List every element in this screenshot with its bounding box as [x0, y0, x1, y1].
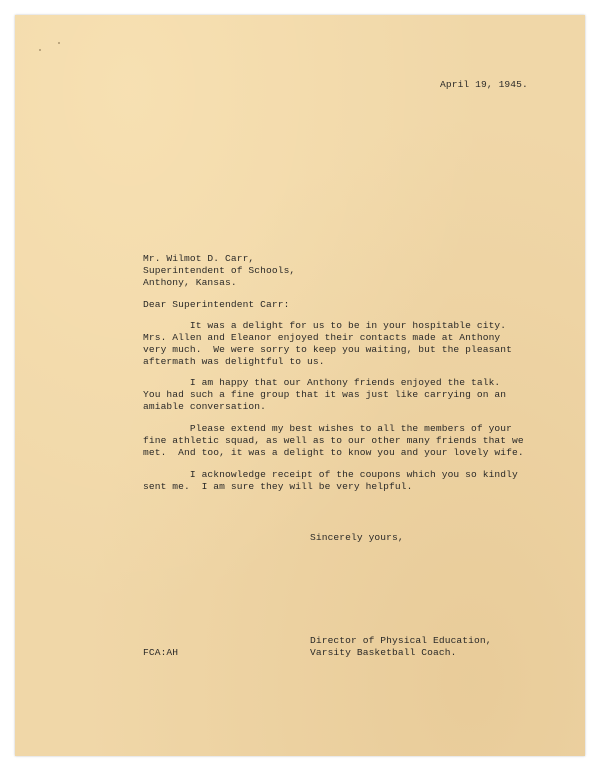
paragraph-line: amiable conversation. [143, 401, 267, 412]
letter-date: April 19, 1945. [440, 79, 528, 90]
paragraph-line: Please extend my best wishes to all the members of your [143, 423, 513, 434]
letter-page [15, 15, 585, 756]
typist-initials: FCA:AH [143, 647, 179, 658]
paragraph-line: I acknowledge receipt of the coupons which you so kindly [143, 469, 518, 480]
paper-speck [58, 42, 60, 44]
recipient-title: Superintendent of Schools, [143, 265, 296, 276]
signature-line-1: Director of Physical Education, [310, 635, 492, 646]
recipient-name: Mr. Wilmot D. Carr, [143, 253, 255, 264]
paragraph-line: met. And too, it was a delight to know you and your lovely wife. [143, 447, 524, 458]
paragraph-line: aftermath was delightful to us. [143, 356, 325, 367]
paragraph-line: You had such a fine group that it was just like carrying on an [143, 389, 507, 400]
closing: Sincerely yours, [310, 532, 404, 543]
paragraph-line: It was a delight for us to be in your hospitable city. [143, 320, 507, 331]
paragraph-line: sent me. I am sure they will be very helpful. [143, 481, 413, 492]
paragraph-line: Mrs. Allen and Eleanor enjoyed their contacts made at Anthony [143, 332, 501, 343]
paper-speck [39, 49, 41, 51]
salutation: Dear Superintendent Carr: [143, 299, 290, 310]
paragraph-line: fine athletic squad, as well as to our other many friends that we [143, 435, 524, 446]
paragraph-line: I am happy that our Anthony friends enjoyed the talk. [143, 377, 501, 388]
signature-line-2: Varsity Basketball Coach. [310, 647, 457, 658]
paragraph-line: very much. We were sorry to keep you waiting, but the pleasant [143, 344, 513, 355]
recipient-location: Anthony, Kansas. [143, 277, 237, 288]
